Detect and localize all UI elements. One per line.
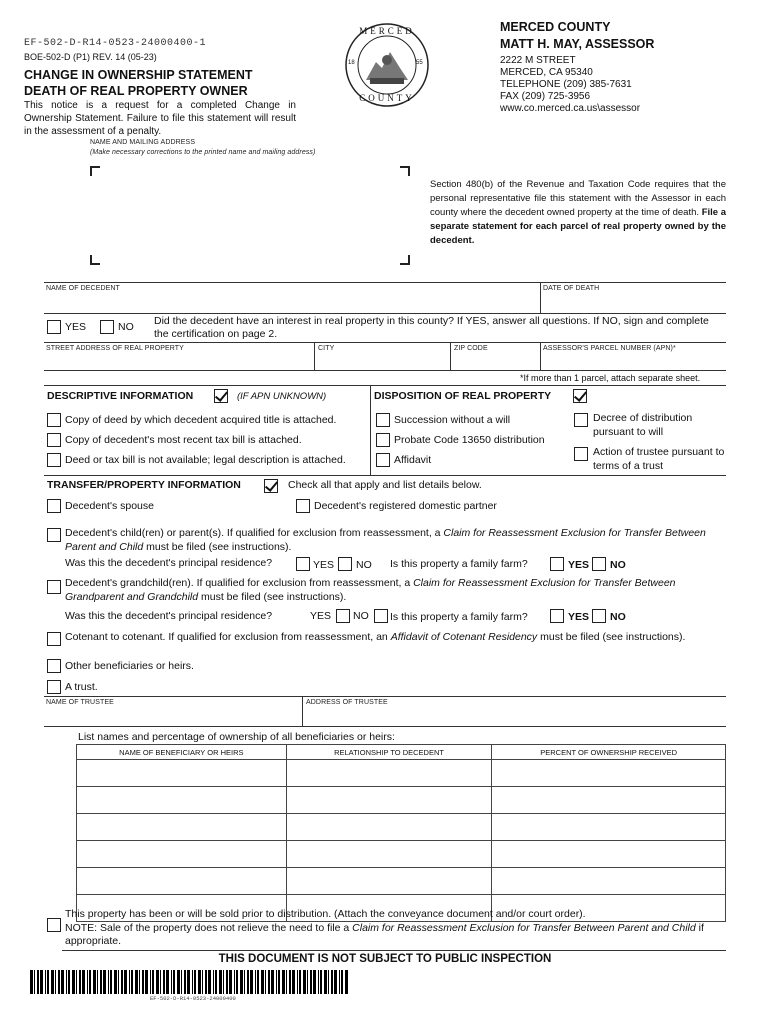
form-title-line1: CHANGE IN OWNERSHIP STATEMENT bbox=[24, 68, 253, 82]
barcode-bar bbox=[219, 970, 222, 994]
notice-text: This notice is a request for a completed Change in Ownership Statement. Failure to file this statement will result in the assessment of a penalty. bbox=[24, 100, 296, 137]
relationship-cell[interactable] bbox=[286, 760, 492, 787]
grandchild-text-a: Decedent's grandchild(ren). If qualified for exclusion from reassessment, a bbox=[65, 577, 411, 589]
child-parent-text bbox=[65, 526, 725, 554]
cotenant-checkbox[interactable] bbox=[47, 632, 61, 646]
relationship-cell[interactable] bbox=[286, 814, 492, 841]
grandchild-principal-no-label: NO bbox=[353, 610, 369, 622]
barcode-bar bbox=[40, 970, 43, 994]
beneficiary-name-cell[interactable] bbox=[77, 814, 287, 841]
barcode bbox=[30, 970, 350, 994]
cotenant-text-b: must be filed (see instructions). bbox=[540, 631, 686, 643]
sold-text: This property has been or will be sold prior to distribution. (Attach the conveyance document and/or court order). bbox=[65, 908, 586, 920]
disposition-checkbox[interactable] bbox=[573, 389, 587, 403]
other-beneficiaries-label: Other beneficiaries or heirs. bbox=[65, 660, 194, 672]
barcode-bar bbox=[268, 970, 270, 994]
table-row bbox=[77, 868, 726, 895]
barcode-bar bbox=[286, 970, 287, 994]
barcode-bar bbox=[244, 970, 245, 994]
barcode-bar bbox=[341, 970, 343, 994]
deed-copy-checkbox[interactable] bbox=[47, 413, 61, 427]
barcode-bar bbox=[152, 970, 154, 994]
legal-description-label: Deed or tax bill is not available; legal description is attached. bbox=[65, 454, 346, 466]
barcode-bar bbox=[271, 970, 274, 994]
sold-note bbox=[65, 922, 705, 948]
barcode-bar bbox=[103, 970, 106, 994]
barcode-bar bbox=[163, 970, 165, 994]
legal-description-checkbox[interactable] bbox=[47, 453, 61, 467]
column-header-relationship: RELATIONSHIP TO DECEDENT bbox=[286, 745, 492, 760]
grandchild-text-b: must be filed (see instructions). bbox=[201, 591, 347, 603]
assessor-name: MATT H. MAY, ASSESSOR bbox=[500, 37, 655, 51]
cotenant-claim: Affidavit of Cotenant Residency bbox=[390, 631, 538, 643]
trust-label: A trust. bbox=[65, 681, 98, 693]
divider bbox=[44, 385, 726, 386]
assessor-address2: MERCED, CA 95340 bbox=[500, 67, 593, 78]
grandchild-claim-a: Claim for Reassessment Exclusion for bbox=[413, 577, 591, 589]
barcode-bar bbox=[51, 970, 54, 994]
seal-top-text: MERCED bbox=[359, 26, 415, 36]
relationship-cell[interactable] bbox=[286, 868, 492, 895]
cotenant-text bbox=[65, 630, 715, 644]
grandchild-farm-no-label: NO bbox=[610, 611, 626, 623]
table-header-row bbox=[77, 745, 726, 760]
divider bbox=[450, 342, 451, 370]
child-farm-no-checkbox[interactable] bbox=[592, 557, 606, 571]
form-code: EF-502-D-R14-0523-24000400-1 bbox=[24, 38, 207, 49]
barcode-bar bbox=[142, 970, 144, 994]
barcode-bar bbox=[177, 970, 180, 994]
county-seal bbox=[344, 22, 430, 108]
barcode-bar bbox=[89, 970, 91, 994]
sold-note-b: if appropriate. bbox=[65, 922, 704, 947]
decedent-name-field[interactable] bbox=[46, 295, 536, 309]
barcode-bar bbox=[334, 970, 337, 994]
barcode-bar bbox=[310, 970, 312, 994]
section-480-body: Section 480(b) of the Revenue and Taxation Code requires that the personal representative file this statement with the Assessor in each county where the decedent owned property at the time of death. bbox=[430, 179, 726, 218]
sold-note-claim-b: Parent and Child bbox=[617, 922, 696, 934]
barcode-bar bbox=[320, 970, 322, 994]
transfer-heading: TRANSFER/PROPERTY INFORMATION bbox=[47, 479, 241, 491]
barcode-bar bbox=[93, 970, 96, 994]
street-address-field[interactable] bbox=[46, 355, 311, 368]
barcode-bar bbox=[213, 970, 214, 994]
descriptive-checkbox[interactable] bbox=[214, 389, 228, 403]
succession-label: Succession without a will bbox=[394, 414, 511, 426]
barcode-bar bbox=[181, 970, 182, 994]
barcode-bar bbox=[223, 970, 224, 994]
sold-checkbox[interactable] bbox=[47, 918, 61, 932]
disposition-heading: DISPOSITION OF REAL PROPERTY bbox=[374, 390, 552, 402]
city-label: CITY bbox=[318, 345, 335, 352]
barcode-bar bbox=[68, 970, 70, 994]
transfer-checkbox[interactable] bbox=[264, 479, 278, 493]
seal-left-text: 18 bbox=[348, 60, 355, 66]
child-parent-claim-b: Transfer Between Parent and Child bbox=[65, 527, 706, 553]
deed-copy-label: Copy of deed by which decedent acquired title is attached. bbox=[65, 414, 337, 426]
column-header-name: NAME OF BENEFICIARY OR HEIRS bbox=[77, 745, 287, 760]
barcode-bar bbox=[45, 970, 46, 994]
barcode-bar bbox=[30, 970, 33, 994]
barcode-bar bbox=[297, 970, 298, 994]
barcode-bar bbox=[202, 970, 203, 994]
grandchild-farm-yes-label: YES bbox=[568, 611, 590, 623]
trustee-address-label: ADDRESS OF TRUSTEE bbox=[306, 699, 388, 706]
barcode-bar bbox=[303, 970, 306, 994]
divider bbox=[44, 696, 726, 697]
barcode-bar bbox=[331, 970, 333, 994]
barcode-bar bbox=[208, 970, 211, 994]
barcode-bar bbox=[87, 970, 88, 994]
barcode-bar bbox=[324, 970, 327, 994]
sold-note-claim-a: Claim for Reassessment Exclusion for Transfer Between bbox=[352, 922, 615, 934]
child-farm-no-label: NO bbox=[610, 559, 626, 571]
barcode-bar bbox=[265, 970, 266, 994]
probate-label: Probate Code 13650 distribution bbox=[394, 434, 545, 446]
barcode-bar bbox=[114, 970, 117, 994]
barcode-bar bbox=[257, 970, 259, 994]
divider bbox=[44, 342, 726, 343]
barcode-bar bbox=[192, 970, 193, 994]
barcode-bar bbox=[160, 970, 161, 994]
trustee-action-checkbox[interactable] bbox=[574, 447, 588, 461]
barcode-bar bbox=[250, 970, 253, 994]
barcode-bar bbox=[131, 970, 133, 994]
barcode-bar bbox=[97, 970, 98, 994]
assessor-address1: 2222 M STREET bbox=[500, 55, 576, 66]
section-480-text bbox=[430, 178, 726, 248]
percent-cell[interactable] bbox=[492, 814, 726, 841]
sold-note-a: NOTE: Sale of the property does not relieve the need to file a bbox=[65, 922, 350, 934]
child-principal-no-label: NO bbox=[356, 559, 372, 571]
succession-checkbox[interactable] bbox=[376, 413, 390, 427]
descriptive-note: (IF APN UNKNOWN) bbox=[237, 391, 327, 402]
interest-question: Did the decedent have an interest in real property in this county? If YES, answer all questions. If NO, sign and complete the certification on page 2. bbox=[154, 315, 709, 340]
barcode-bar bbox=[255, 970, 256, 994]
street-address-label: STREET ADDRESS OF REAL PROPERTY bbox=[46, 345, 184, 352]
beneficiary-name-cell[interactable] bbox=[77, 841, 287, 868]
child-farm-question: Is this property a family farm? bbox=[390, 558, 528, 570]
barcode-bar bbox=[187, 970, 190, 994]
percent-cell[interactable] bbox=[492, 868, 726, 895]
interest-no-label: NO bbox=[118, 321, 134, 333]
barcode-bar bbox=[61, 970, 64, 994]
barcode-bar bbox=[76, 970, 77, 994]
barcode-bar bbox=[276, 970, 277, 994]
grandchild-farm-question: Is this property a family farm? bbox=[390, 611, 528, 623]
barcode-bar bbox=[339, 970, 340, 994]
divider bbox=[62, 950, 726, 951]
spouse-checkbox[interactable] bbox=[47, 499, 61, 513]
divider bbox=[44, 313, 726, 314]
city-field[interactable] bbox=[318, 355, 446, 368]
barcode-bar bbox=[118, 970, 119, 994]
assessor-telephone: TELEPHONE (209) 385-7631 bbox=[500, 79, 632, 90]
transfer-instruction: Check all that apply and list details below. bbox=[288, 479, 482, 491]
barcode-bar bbox=[135, 970, 138, 994]
child-principal-no-checkbox[interactable] bbox=[338, 557, 352, 571]
apn-field[interactable] bbox=[543, 355, 723, 368]
barcode-bar bbox=[110, 970, 112, 994]
child-farm-yes-label: YES bbox=[568, 559, 590, 571]
barcode-bar bbox=[37, 970, 39, 994]
barcode-bar bbox=[328, 970, 329, 994]
child-parent-checkbox[interactable] bbox=[47, 528, 61, 542]
barcode-bar bbox=[47, 970, 49, 994]
child-principal-question: Was this the decedent's principal residence? bbox=[65, 557, 273, 569]
barcode-bar bbox=[299, 970, 301, 994]
barcode-bar bbox=[139, 970, 140, 994]
barcode-bar bbox=[55, 970, 56, 994]
mailing-corner-bl bbox=[90, 255, 100, 265]
table-row bbox=[77, 760, 726, 787]
barcode-bar bbox=[79, 970, 81, 994]
barcode-bar bbox=[124, 970, 127, 994]
divider bbox=[540, 342, 541, 370]
form-id: BOE-502-D (P1) REV. 14 (05-23) bbox=[24, 52, 157, 62]
barcode-bar bbox=[82, 970, 85, 994]
barcode-bar bbox=[72, 970, 75, 994]
county-name: MERCED COUNTY bbox=[500, 20, 611, 34]
barcode-bar bbox=[282, 970, 285, 994]
barcode-bar bbox=[129, 970, 130, 994]
barcode-bar bbox=[236, 970, 238, 994]
child-principal-yes-checkbox[interactable] bbox=[296, 557, 310, 571]
barcode-bar bbox=[66, 970, 67, 994]
barcode-bar bbox=[205, 970, 207, 994]
beneficiary-name-cell[interactable] bbox=[77, 760, 287, 787]
decedent-name-label: NAME OF DECEDENT bbox=[46, 285, 120, 292]
mailing-sublabel: (Make necessary corrections to the printed name and mailing address) bbox=[90, 149, 316, 156]
grandchild-principal-yes-label: YES bbox=[310, 610, 332, 622]
barcode-bar bbox=[234, 970, 235, 994]
table-row bbox=[77, 841, 726, 868]
grandchild-farm-no-checkbox[interactable] bbox=[592, 609, 606, 623]
trustee-name-label: NAME OF TRUSTEE bbox=[46, 699, 114, 706]
child-parent-text-a: Decedent's child(ren) or parent(s). If qualified for exclusion from reassessment, a bbox=[65, 527, 441, 539]
trustee-action-label: Action of trustee pursuant to terms of a trust bbox=[593, 446, 725, 472]
grandchild-claim-b: Transfer Between Grandparent and Grandchild bbox=[65, 577, 676, 603]
column-header-percent: PERCENT OF OWNERSHIP RECEIVED bbox=[492, 745, 726, 760]
barcode-bar bbox=[289, 970, 291, 994]
barcode-text: EF-502-D-R14-0523-24000400 bbox=[150, 995, 236, 1002]
tax-bill-label: Copy of decedent's most recent tax bill is attached. bbox=[65, 434, 302, 446]
barcode-bar bbox=[278, 970, 280, 994]
beneficiaries-intro: List names and percentage of ownership of all beneficiaries or heirs: bbox=[78, 731, 395, 743]
assessor-website[interactable]: www.co.merced.ca.us\assessor bbox=[500, 103, 641, 114]
barcode-bar bbox=[313, 970, 316, 994]
date-of-death-label: DATE OF DEATH bbox=[543, 285, 600, 292]
barcode-bar bbox=[108, 970, 109, 994]
beneficiaries-table bbox=[76, 744, 726, 922]
decree-label: Decree of distribution pursuant to will bbox=[593, 412, 693, 438]
child-parent-claim-a: Claim for Reassessment Exclusion for bbox=[443, 527, 621, 539]
divider bbox=[314, 342, 315, 370]
divider bbox=[44, 282, 726, 283]
other-beneficiaries-checkbox[interactable] bbox=[47, 659, 61, 673]
interest-yes-checkbox[interactable] bbox=[47, 320, 61, 334]
affidavit-label: Affidavit bbox=[394, 454, 432, 466]
relationship-cell[interactable] bbox=[286, 787, 492, 814]
beneficiary-name-cell[interactable] bbox=[77, 868, 287, 895]
grandchild-checkbox[interactable] bbox=[47, 580, 61, 594]
interest-no-checkbox[interactable] bbox=[100, 320, 114, 334]
grandchild-principal-no-checkbox[interactable] bbox=[374, 609, 388, 623]
beneficiary-name-cell[interactable] bbox=[77, 787, 287, 814]
grandchild-text bbox=[65, 576, 725, 604]
barcode-bar bbox=[307, 970, 308, 994]
barcode-bar bbox=[240, 970, 243, 994]
divider bbox=[302, 696, 303, 726]
barcode-bar bbox=[184, 970, 186, 994]
descriptive-heading: DESCRIPTIVE INFORMATION bbox=[47, 390, 194, 402]
barcode-bar bbox=[215, 970, 217, 994]
seal-right-text: 55 bbox=[416, 60, 423, 66]
barcode-bar bbox=[121, 970, 123, 994]
barcode-bar bbox=[100, 970, 102, 994]
seal-bottom-text: COUNTY bbox=[359, 93, 415, 103]
grandchild-farm-yes-checkbox[interactable] bbox=[550, 609, 564, 623]
cotenant-text-a: Cotenant to cotenant. If qualified for exclusion from reassessment, an bbox=[65, 631, 388, 643]
divider bbox=[370, 385, 371, 475]
grandchild-principal-yes-checkbox[interactable] bbox=[336, 609, 350, 623]
child-farm-yes-checkbox[interactable] bbox=[550, 557, 564, 571]
decree-checkbox[interactable] bbox=[574, 413, 588, 427]
barcode-bar bbox=[261, 970, 264, 994]
barcode-bar bbox=[292, 970, 295, 994]
barcode-bar bbox=[198, 970, 201, 994]
relationship-cell[interactable] bbox=[286, 841, 492, 868]
table-row bbox=[77, 814, 726, 841]
barcode-bar bbox=[171, 970, 172, 994]
section-480-bold: File a separate statement for each parcel of real property owned by the decedent. bbox=[430, 207, 727, 246]
grandchild-principal-question: Was this the decedent's principal residence? bbox=[65, 610, 273, 622]
divider bbox=[44, 475, 726, 476]
divider bbox=[540, 282, 541, 313]
trustee-address-field[interactable] bbox=[306, 710, 724, 724]
percent-cell[interactable] bbox=[492, 760, 726, 787]
child-parent-text-b: must be filed (see instructions). bbox=[146, 541, 292, 553]
mailing-label: NAME AND MAILING ADDRESS bbox=[90, 139, 196, 146]
barcode-bar bbox=[173, 970, 175, 994]
partner-label: Decedent's registered domestic partner bbox=[314, 500, 497, 512]
mailing-corner-tr bbox=[400, 166, 410, 176]
probate-checkbox[interactable] bbox=[376, 433, 390, 447]
apn-label: ASSESSOR'S PARCEL NUMBER (APN)* bbox=[543, 345, 676, 352]
percent-cell[interactable] bbox=[492, 787, 726, 814]
barcode-bar bbox=[318, 970, 319, 994]
trust-checkbox[interactable] bbox=[47, 680, 61, 694]
divider bbox=[44, 726, 726, 727]
form-title-line2: DEATH OF REAL PROPERTY OWNER bbox=[24, 84, 248, 98]
barcode-bar bbox=[166, 970, 169, 994]
spouse-label: Decedent's spouse bbox=[65, 500, 154, 512]
barcode-bar bbox=[156, 970, 159, 994]
zip-label: ZIP CODE bbox=[454, 345, 488, 352]
trustee-name-field[interactable] bbox=[46, 710, 298, 724]
barcode-bar bbox=[194, 970, 196, 994]
zip-field[interactable] bbox=[454, 355, 537, 368]
interest-yes-label: YES bbox=[65, 321, 87, 333]
mailing-corner-br bbox=[400, 255, 410, 265]
barcode-bar bbox=[150, 970, 151, 994]
barcode-bar bbox=[226, 970, 228, 994]
date-of-death-field[interactable] bbox=[543, 295, 723, 309]
barcode-bar bbox=[34, 970, 35, 994]
barcode-bar bbox=[58, 970, 60, 994]
tax-bill-checkbox[interactable] bbox=[47, 433, 61, 447]
child-principal-yes-label: YES bbox=[313, 559, 335, 571]
assessor-fax: FAX (209) 725-3956 bbox=[500, 91, 591, 102]
percent-cell[interactable] bbox=[492, 841, 726, 868]
partner-checkbox[interactable] bbox=[296, 499, 310, 513]
mailing-address-field[interactable] bbox=[98, 174, 398, 254]
divider bbox=[44, 370, 726, 371]
table-row bbox=[77, 787, 726, 814]
affidavit-checkbox[interactable] bbox=[376, 453, 390, 467]
public-inspection-notice: THIS DOCUMENT IS NOT SUBJECT TO PUBLIC INSPECTION bbox=[218, 953, 552, 965]
barcode-bar bbox=[345, 970, 348, 994]
apn-note: *If more than 1 parcel, attach separate sheet. bbox=[520, 373, 701, 383]
barcode-bar bbox=[229, 970, 232, 994]
barcode-bar bbox=[145, 970, 148, 994]
barcode-bar bbox=[247, 970, 249, 994]
